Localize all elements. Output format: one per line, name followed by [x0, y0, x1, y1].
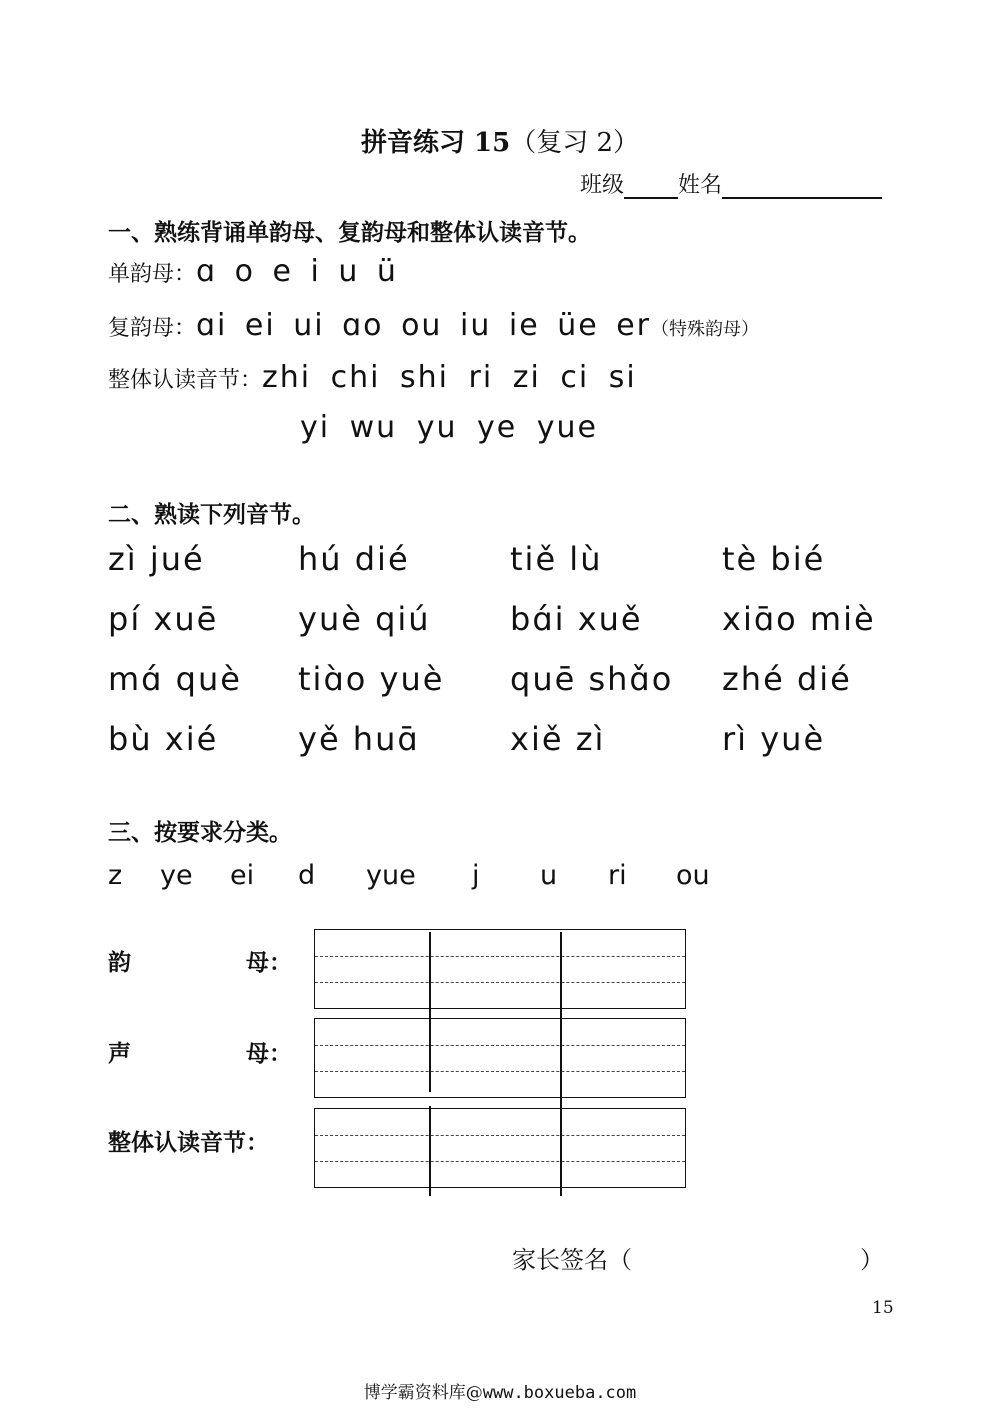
section2-heading: 二、熟读下列音节。: [108, 502, 315, 528]
classify-item: z: [108, 860, 123, 891]
single-finals-row: [108, 254, 398, 289]
syllable-pair: xiɑ̄o miè: [722, 600, 876, 638]
footer: [0, 1378, 1000, 1403]
column-divider: [429, 1106, 431, 1196]
parent-signature-close: ）: [860, 1246, 884, 1274]
category-label-part: 母：: [246, 950, 292, 976]
classify-item: ei: [230, 860, 255, 891]
parent-signature: [512, 1240, 884, 1275]
classify-item: d: [298, 860, 316, 891]
syllable-pair: bɑ́i xuě: [510, 600, 643, 638]
title-main: 拼音练习 15: [360, 128, 511, 158]
class-name-line: [580, 168, 882, 199]
category-label-part: 声: [108, 1041, 131, 1067]
classify-item: ri: [608, 860, 627, 891]
whole-syllables-writing-box[interactable]: [314, 1108, 686, 1188]
compound-finals-label: 复韵母：: [108, 316, 197, 341]
category-label-whole: [108, 1124, 269, 1157]
whole-syllables-line2: yi wu yu ye yue: [300, 410, 598, 445]
name-label: 姓名: [678, 173, 723, 198]
title-paren: （复习 2）: [510, 128, 640, 158]
parent-signature-label: 家长签名（: [512, 1246, 632, 1274]
finals-writing-box[interactable]: [314, 929, 686, 1009]
syllable-pair: tiě lù: [510, 540, 603, 578]
compound-finals-values: ɑi ei ui ɑo ou iu ie üe er: [196, 308, 651, 343]
category-label-part: 整体认读音节：: [108, 1130, 269, 1156]
syllable-pair: tiɑ̀o yuè: [298, 660, 445, 698]
syllable-pair: hú dié: [298, 540, 410, 578]
initials-writing-box[interactable]: [314, 1018, 686, 1098]
section1-heading: 一、熟练背诵单韵母、复韵母和整体认读音节。: [108, 220, 591, 246]
whole-syllables-label: 整体认读音节：: [108, 368, 263, 393]
class-label: 班级: [580, 173, 625, 198]
page-title: [0, 122, 1000, 159]
category-label-finals: [108, 944, 292, 977]
footer-url[interactable]: www.boxueba.com: [482, 1383, 637, 1403]
whole-syllables-row: [108, 360, 637, 395]
syllable-pair: tè bié: [722, 540, 826, 578]
footer-cn: 博学霸资料库@: [363, 1383, 483, 1403]
syllable-pair: zhé dié: [722, 660, 852, 698]
whole-syllables-line1: zhi chi shi ri zi ci si: [262, 360, 637, 395]
syllable-pair: xiě zì: [510, 720, 606, 758]
guide-line: [315, 1161, 685, 1162]
classify-item: u: [540, 860, 558, 891]
classify-item: yue: [366, 860, 416, 891]
compound-finals-row: [108, 308, 759, 343]
syllable-pair: yuè qiú: [298, 600, 431, 638]
category-label-part: 母：: [246, 1041, 292, 1067]
name-field[interactable]: [722, 173, 882, 199]
syllable-pair: rì yuè: [722, 720, 826, 758]
syllable-pair: quē shɑ̌o: [510, 660, 674, 698]
guide-line: [315, 1045, 685, 1046]
classify-item: ye: [160, 860, 193, 891]
single-finals-label: 单韵母：: [108, 262, 197, 287]
section3-heading: 三、按要求分类。: [108, 820, 292, 846]
syllable-pair: mɑ́ què: [108, 660, 242, 698]
syllable-pair: zì jué: [108, 540, 205, 578]
syllable-pair: yě huɑ̄: [298, 720, 420, 758]
guide-line: [315, 1071, 685, 1072]
syllable-pair: bù xié: [108, 720, 219, 758]
guide-line: [315, 982, 685, 983]
single-finals-values: ɑ o e i u ü: [196, 254, 398, 289]
syllable-pair: pí xuē: [108, 600, 219, 638]
column-divider: [429, 932, 431, 1092]
column-divider: [560, 932, 562, 1196]
classify-item: j: [472, 860, 480, 891]
guide-line: [315, 1135, 685, 1136]
category-label-initials: [108, 1035, 292, 1068]
page-number: 15: [872, 1298, 894, 1318]
guide-line: [315, 956, 685, 957]
compound-finals-note: （特殊韵母）: [651, 319, 759, 340]
category-label-part: 韵: [108, 950, 131, 976]
classify-item: ou: [676, 860, 710, 891]
class-field[interactable]: [624, 173, 678, 199]
